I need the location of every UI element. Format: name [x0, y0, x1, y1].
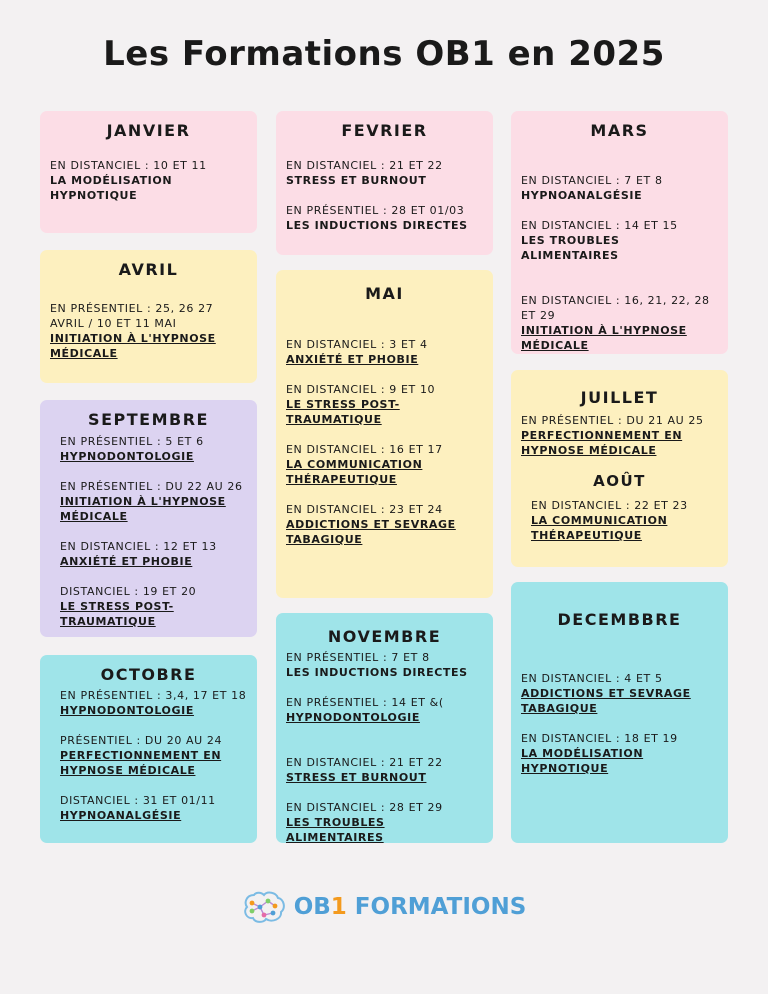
session-date: EN DISTANCIEL : 21 ET 22 [286, 159, 443, 172]
session [50, 158, 247, 203]
session-date: EN DISTANCIEL : 22 ET 23 [531, 499, 688, 512]
session-date: EN DISTANCIEL : 18 ET 19 [521, 732, 678, 745]
card-janvier [40, 111, 257, 233]
session [286, 158, 483, 188]
session-topic: LA MODÉLISATION HYPNOTIQUE [50, 174, 173, 202]
session-date: DISTANCIEL : 19 ET 20 [60, 585, 197, 598]
session-topic: LES INDUCTIONS DIRECTES [286, 666, 468, 679]
month-title: OCTOBRE [100, 665, 197, 684]
session [521, 218, 718, 263]
session-date: EN PRÉSENTIEL : 25, 26 27 AVRIL / 10 ET 11 MAI [50, 302, 214, 330]
month-title: JANVIER [106, 121, 191, 140]
session-topic: LA COMMUNICATION THÉRAPEUTIQUE [531, 514, 668, 542]
session [521, 731, 718, 776]
session-date: EN DISTANCIEL : 10 ET 11 [50, 159, 207, 172]
session-date: EN DISTANCIEL : 21 ET 22 [286, 756, 443, 769]
month-title: MARS [590, 121, 649, 140]
session-date: EN DISTANCIEL : 3 ET 4 [286, 338, 428, 351]
month-title: MAI [365, 284, 404, 303]
session [60, 688, 247, 718]
session-date: EN PRÉSENTIEL : 14 ET &( [286, 696, 444, 709]
session-date: EN PRÉSENTIEL : DU 22 AU 26 [60, 480, 243, 493]
card-avril [40, 250, 257, 383]
session-topic: HYPNOANALGÉSIE [60, 809, 182, 822]
session-date: EN DISTANCIEL : 12 ET 13 [60, 540, 217, 553]
session-date: PRÉSENTIEL : DU 20 AU 24 [60, 734, 223, 747]
session-topic: HYPNOANALGÉSIE [521, 189, 643, 202]
session-date: EN PRÉSENTIEL : DU 21 AU 25 [521, 414, 704, 427]
session-topic: LA COMMUNICATION THÉRAPEUTIQUE [286, 458, 423, 486]
month-title: SEPTEMBRE [88, 410, 209, 429]
card-novembre [276, 613, 493, 843]
session-topic: INITIATION À L'HYPNOSE MÉDICALE [60, 495, 226, 523]
session [521, 413, 718, 458]
session [60, 584, 247, 629]
session-topic: HYPNODONTOLOGIE [60, 704, 194, 717]
session-date: EN DISTANCIEL : 23 ET 24 [286, 503, 443, 516]
session [60, 479, 247, 524]
brand-prefix: OB [293, 894, 331, 920]
session [286, 650, 483, 680]
card-decembre [511, 582, 728, 843]
session-topic: INITIATION À L'HYPNOSE MÉDICALE [521, 324, 687, 352]
session [286, 800, 483, 845]
session-topic: PERFECTIONNEMENT EN HYPNOSE MÉDICALE [60, 749, 222, 777]
brand-digit: 1 [330, 894, 347, 920]
session [286, 442, 483, 487]
card-septembre [40, 400, 257, 637]
session-topic: PERFECTIONNEMENT EN HYPNOSE MÉDICALE [521, 429, 683, 457]
page-title: Les Formations OB1 en 2025 [103, 34, 665, 74]
month-title: FEVRIER [341, 121, 428, 140]
session-date: EN DISTANCIEL : 7 ET 8 [521, 174, 663, 187]
session-topic: HYPNODONTOLOGIE [286, 711, 420, 724]
session-topic: ANXIÉTÉ ET PHOBIE [60, 555, 193, 568]
session-date: EN PRÉSENTIEL : 3,4, 17 ET 18 [60, 689, 247, 702]
session-topic: LES INDUCTIONS DIRECTES [286, 219, 468, 232]
card-mai [276, 270, 493, 598]
session-topic: STRESS ET BURNOUT [286, 771, 427, 784]
session [286, 755, 483, 785]
session-date: EN DISTANCIEL : 14 ET 15 [521, 219, 678, 232]
session-date: EN DISTANCIEL : 16, 21, 22, 28 ET 29 [521, 294, 710, 322]
session [521, 671, 718, 716]
session-topic: INITIATION À L'HYPNOSE MÉDICALE [50, 332, 216, 360]
session-topic: STRESS ET BURNOUT [286, 174, 427, 187]
session-topic: ADDICTIONS ET SEVRAGE TABAGIQUE [286, 518, 456, 546]
month-title: AOÛT [593, 472, 646, 490]
session-topic: LES TROUBLES ALIMENTAIRES [286, 816, 385, 844]
month-title: DECEMBBRE [557, 610, 682, 629]
session-date: EN PRÉSENTIEL : 7 ET 8 [286, 651, 430, 664]
session [286, 695, 483, 725]
session [286, 337, 483, 367]
session [286, 203, 483, 233]
month-title: JUILLET [580, 388, 659, 407]
brand-suffix: FORMATIONS [346, 894, 527, 920]
session-topic: ANXIÉTÉ ET PHOBIE [286, 353, 419, 366]
session [286, 502, 483, 547]
brain-network-icon [242, 889, 286, 925]
session-topic: LES TROUBLES ALIMENTAIRES [521, 234, 620, 262]
session-date: EN DISTANCIEL : 16 ET 17 [286, 443, 443, 456]
session [60, 793, 247, 823]
session-date: EN DISTANCIEL : 9 ET 10 [286, 383, 436, 396]
session [286, 382, 483, 427]
card-octobre [40, 655, 257, 843]
session [521, 293, 718, 353]
card-mars [511, 111, 728, 354]
session-date: EN DISTANCIEL : 28 ET 29 [286, 801, 443, 814]
month-title: NOVEMBRE [327, 627, 442, 646]
session-topic: LE STRESS POST- TRAUMATIQUE [60, 600, 174, 628]
session [60, 434, 247, 464]
month-title: AVRIL [118, 260, 179, 279]
session-topic: LA MODÉLISATION HYPNOTIQUE [521, 747, 644, 775]
session-topic: LE STRESS POST- TRAUMATIQUE [286, 398, 400, 426]
session [521, 173, 718, 203]
session-date: DISTANCIEL : 31 ET 01/11 [60, 794, 216, 807]
session-date: EN PRÉSENTIEL : 28 ET 01/03 [286, 204, 465, 217]
brand-name [294, 894, 527, 920]
card-juillet-aout [511, 370, 728, 567]
session [60, 539, 247, 569]
footer-brand [0, 887, 768, 927]
card-fevrier [276, 111, 493, 255]
session [60, 733, 247, 778]
session [521, 498, 718, 543]
session [50, 301, 247, 361]
session-date: EN PRÉSENTIEL : 5 ET 6 [60, 435, 204, 448]
session-topic: ADDICTIONS ET SEVRAGE TABAGIQUE [521, 687, 691, 715]
session-date: EN DISTANCIEL : 4 ET 5 [521, 672, 663, 685]
session-topic: HYPNODONTOLOGIE [60, 450, 194, 463]
